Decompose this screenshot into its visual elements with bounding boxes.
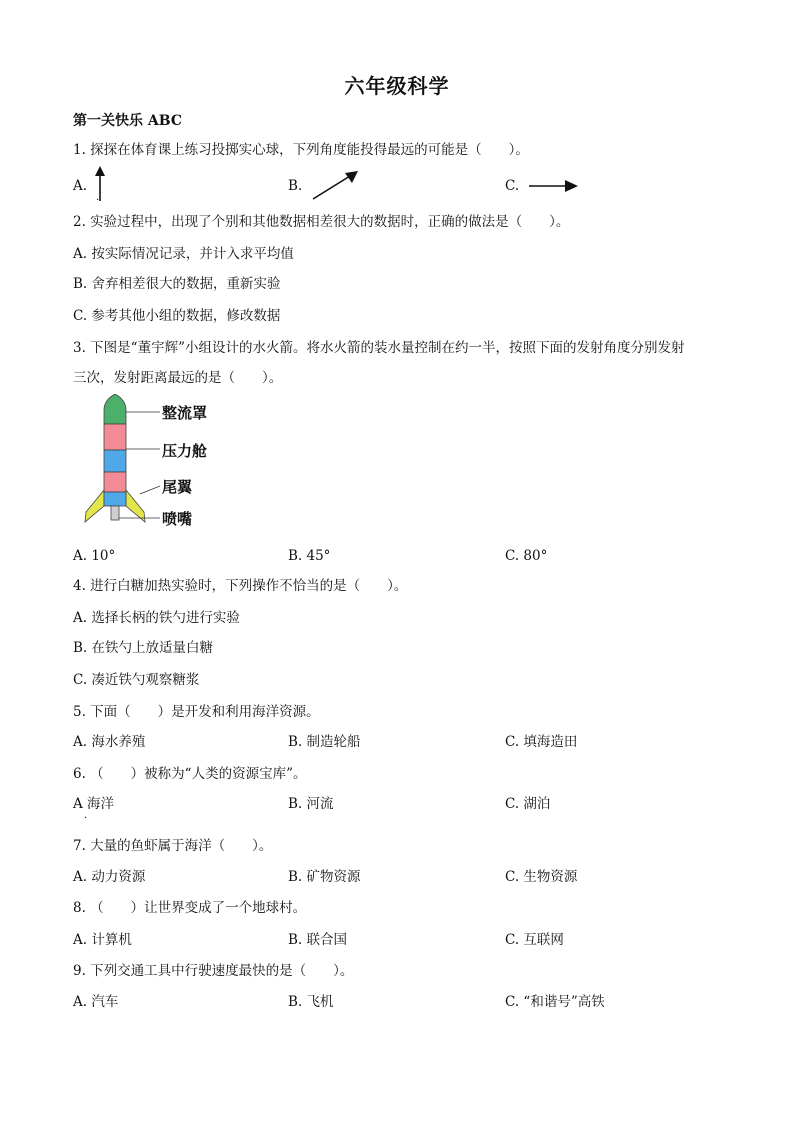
question-8: 8. （ ）让世界变成了一个地球村。 — [73, 900, 307, 916]
q3-option-c: C. 80° — [505, 548, 548, 564]
q2-option-a: A. 按实际情况记录，并计入求平均值 — [73, 246, 294, 262]
q2-option-c: C. 参考其他小组的数据，修改数据 — [73, 308, 281, 324]
question-4: 4. 进行白糖加热实验时，下列操作不恰当的是（ ）。 — [73, 578, 408, 594]
question-1: 1. 探探在体育课上练习投掷实心球，下列角度能投得最远的可能是（ ）。 — [73, 142, 529, 158]
q4-option-c: C. 凑近铁勺观察糖浆 — [73, 672, 200, 688]
question-2: 2. 实验过程中，出现了个别和其他数据相差很大的数据时，正确的做法是（ ）。 — [73, 214, 570, 230]
question-6: 6. （ ）被称为“人类的资源宝库”。 — [73, 766, 307, 782]
q5-option-b: B. 制造轮船 — [288, 734, 361, 750]
label-nozzle: 喷嘴 — [162, 510, 193, 528]
q4-option-b: B. 在铁勺上放适量白糖 — [73, 640, 214, 656]
q7-option-a: A. 动力资源 — [73, 869, 146, 885]
section-heading: 第一关快乐 ABC — [73, 113, 182, 129]
water-rocket-diagram — [80, 394, 230, 534]
q9-option-b: B. 飞机 — [288, 994, 334, 1010]
q9-option-a: A. 汽车 — [73, 994, 119, 1010]
q6-option-a: A 海洋 — [73, 796, 115, 812]
rocket-illustration — [80, 394, 160, 534]
q1-option-c-label: C. — [505, 178, 520, 194]
q8-option-c: C. 互联网 — [505, 932, 564, 948]
label-fairing: 整流罩 — [162, 404, 208, 422]
horizontal-arrow-icon — [528, 178, 580, 194]
q6-option-c: C. 湖泊 — [505, 796, 551, 812]
label-tail-fin: 尾翼 — [162, 478, 193, 496]
q3-option-a: A. 10° — [73, 548, 116, 564]
q3-option-b: B. 45° — [288, 548, 331, 564]
dot-mark: . — [96, 192, 100, 203]
q2-option-b: B. 舍弃相差很大的数据，重新实验 — [73, 276, 281, 292]
q8-option-b: B. 联合国 — [288, 932, 348, 948]
question-7: 7. 大量的鱼虾属于海洋（ ）。 — [73, 838, 273, 854]
q1-option-a-label: A. — [73, 178, 88, 194]
question-5: 5. 下面（ ）是开发和利用海洋资源。 — [73, 704, 320, 720]
q4-option-a: A. 选择长柄的铁勺进行实验 — [73, 610, 240, 626]
dot-mark: . — [84, 810, 88, 821]
q5-option-a: A. 海水养殖 — [73, 734, 146, 750]
q1-option-b-label: B. — [288, 178, 303, 194]
question-3-line-1: 3. 下图是“董宇辉”小组设计的水火箭。将水火箭的装水量控制在约一半，按照下面的发射角度分别发射 — [73, 340, 685, 356]
question-3-line-2: 三次，发射距离最远的是（ ）。 — [73, 370, 283, 386]
label-pressure-chamber: 压力舱 — [162, 442, 208, 460]
q7-option-b: B. 矿物资源 — [288, 869, 361, 885]
q6-option-b: B. 河流 — [288, 796, 334, 812]
q8-option-a: A. 计算机 — [73, 932, 132, 948]
vertical-arrow-icon — [90, 165, 110, 203]
page-title: 六年级科学 — [344, 74, 450, 98]
question-9: 9. 下列交通工具中行驶速度最快的是（ ）。 — [73, 963, 354, 979]
q5-option-c: C. 填海造田 — [505, 734, 578, 750]
q9-option-c: C. “和谐号”高铁 — [505, 994, 605, 1010]
diagonal-arrow-icon — [310, 168, 362, 202]
q7-option-c: C. 生物资源 — [505, 869, 578, 885]
